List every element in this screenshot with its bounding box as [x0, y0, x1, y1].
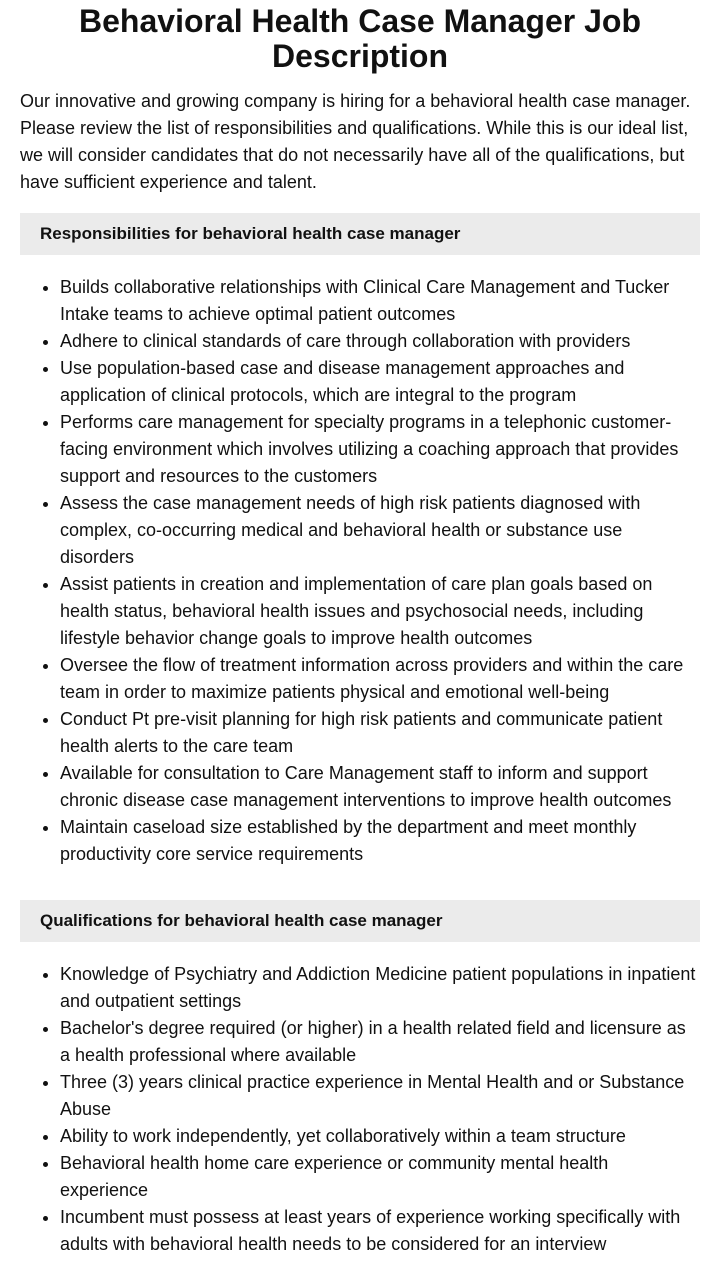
list-item: • Three (3) years clinical practice experience in Mental Health and or Substance Abuse	[60, 1069, 700, 1123]
list-item: • Knowledge of Psychiatry and Addiction Medicine patient populations in inpatient and outpatient settings	[60, 961, 700, 1015]
qualifications-heading: Qualifications for behavioral health case manager	[20, 900, 700, 942]
list-item: • Ability to work independently, yet collaboratively within a team structure	[60, 1123, 700, 1150]
page-title: Behavioral Health Case Manager Job Description	[79, 3, 641, 74]
list-item: • Builds collaborative relationships with Clinical Care Management and Tucker Intake teams to achieve optimal patient outcomes	[60, 274, 700, 328]
list-item: • Assess the case management needs of high risk patients diagnosed with complex, co-occurring medical and behavioral health or substance use disorders	[60, 490, 700, 571]
responsibilities-heading: Responsibilities for behavioral health case manager	[20, 213, 700, 255]
list-item: • Bachelor's degree required (or higher) in a health related field and licensure as a health professional where available	[60, 1015, 700, 1069]
list-item: • Use population-based case and disease management approaches and application of clinical protocols, which are integral to the program	[60, 355, 700, 409]
list-item: • Conduct Pt pre-visit planning for high risk patients and communicate patient health alerts to the care team	[60, 706, 700, 760]
responsibilities-list	[20, 274, 700, 868]
list-item: • Oversee the flow of treatment information across providers and within the care team in order to maximize patients physical and emotional well-being	[60, 652, 700, 706]
qualifications-list	[20, 961, 700, 1258]
list-item: • Behavioral health home care experience or community mental health experience	[60, 1150, 700, 1204]
list-item: • Available for consultation to Care Management staff to inform and support chronic disease case management interventions to improve health outcomes	[60, 760, 700, 814]
list-item: • Assist patients in creation and implementation of care plan goals based on health status, behavioral health issues and psychosocial needs, including lifestyle behavior change goals to improve health outcomes	[60, 571, 700, 652]
list-item: • Performs care management for specialty programs in a telephonic customer-facing environment which involves utilizing a coaching approach that provides support and resources to the customers	[60, 409, 700, 490]
list-item: • Maintain caseload size established by the department and meet monthly productivity core service requirements	[60, 814, 700, 868]
list-item: • Incumbent must possess at least years of experience working specifically with adults with behavioral health needs to be considered for an interview	[60, 1204, 700, 1258]
intro-paragraph: Our innovative and growing company is hiring for a behavioral health case manager. Please review the list of responsibilities and qualifications. While this is our ideal list, we will consider candidates that do not necessarily have all of the qualifications, but have sufficient experience and talent.	[20, 91, 691, 192]
list-item: • Adhere to clinical standards of care through collaboration with providers	[60, 328, 700, 355]
